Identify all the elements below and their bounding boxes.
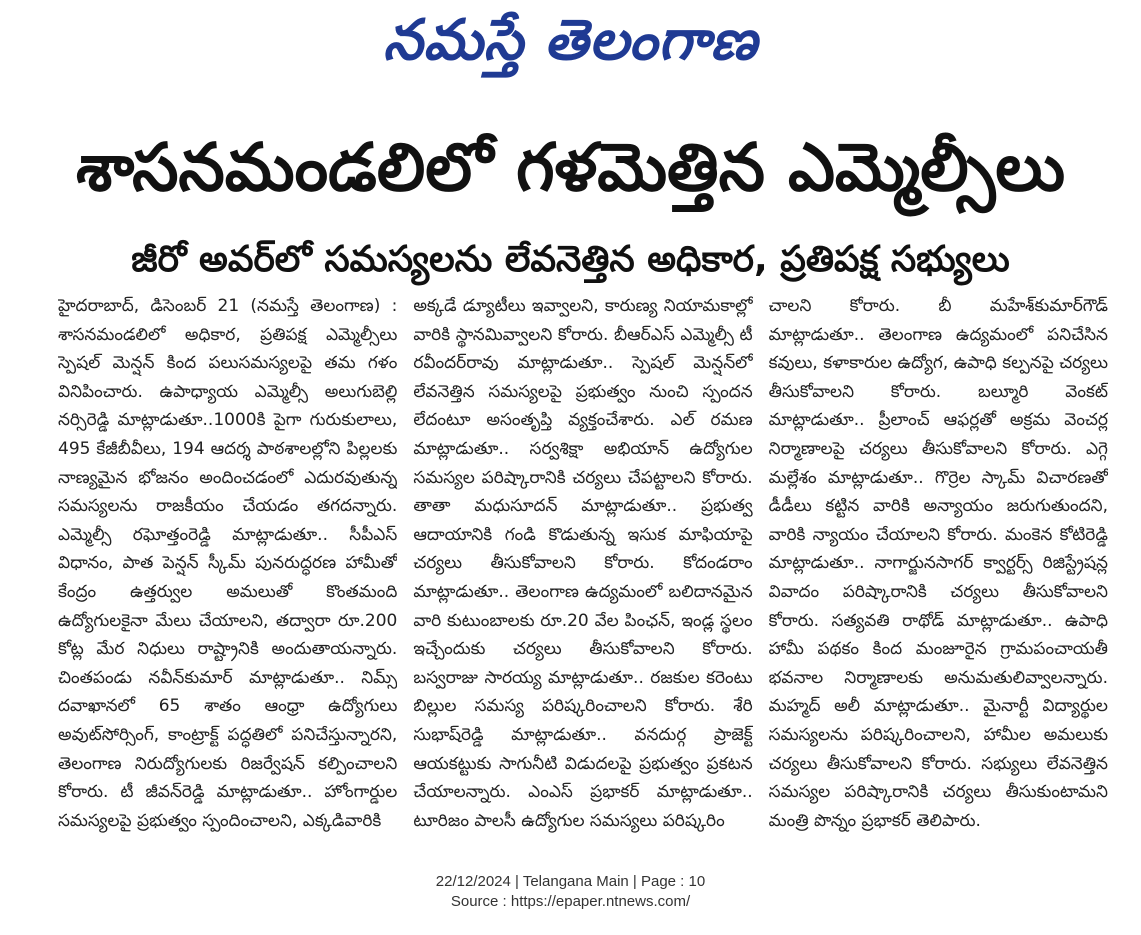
edition-line: 22/12/2024 | Telangana Main | Page : 10 bbox=[435, 873, 706, 890]
article-headline bbox=[0, 118, 1141, 228]
article-column-2 bbox=[413, 292, 752, 852]
page-footer bbox=[0, 872, 1141, 912]
subheadline-text: జీరో అవర్‌లో సమస్యలను లేవనెత్తిన అధికార, ప్రతిపక్ష సభ్యులు bbox=[131, 239, 1010, 280]
column-3-text: చాలని కోరారు. బీ మహేశ్‌కుమార్‌గౌడ్ మాట్లాడుతూ.. తెలంగాణ ఉద్యమంలో పనిచేసిన కవులు, కళాకారుల ఉద్యోగ, ఉపాధి కల్పనపై చర్యలు తీసుకోవాలని కోరారు. బల్మూరి వెంకట్ మాట్లాడుతూ.. ప్రీలాంచ్ ఆఫర్లతో అక్రమ వెంచర్ల నిర్మాణాలపై చర్యలు తీసుకోవాలని కోరారు. ఎగ్గె మల్లేశం మాట్లాడుతూ.. గొర్రెల స్కామ్ విచారణతో డీడీలు కట్టిన వారికి అన్యాయం జరుగుతుందని, వారికి న్యాయం చేయాలని కోరారు. మంకెన కోటిరెడ్డి మాట్లాడుతూ.. నాగార్జునసాగర్ క్వార్టర్స్ రిజిస్ట్రేషన్ల వివాదం పరిష్కారానికి చర్యలు తీసుకోవాలని కోరారు. సత్యవతి రాథోడ్ మాట్లాడుతూ.. ఉపాధి హామీ పథకం కింద మంజూరైన గ్రామపంచాయతీ భవనాల నిర్మాణాలకు అనుమతులివ్వాలన్నారు. మహ్మద్ అలీ మాట్లాడుతూ.. మైనార్టీ విద్యార్థుల సమస్యలను పరిష్కరించాలని, హామీల అమలుకు చర్యలు తీసుకోవాలని కోరారు. సభ్యులు లేవనెత్తిన సమస్యల పరిష్కారానికి చర్యలు తీసుకుంటామని మంత్రి పొన్నం ప్రభాకర్ తెలిపారు. bbox=[768, 296, 1108, 831]
column-1-text: హైదరాబాద్, డిసెంబర్ 21 (నమస్తే తెలంగాణ) : శాసనమండలిలో అధికార, ప్రతిపక్ష ఎమ్మెల్సీలు స్పెషల్ మెన్షన్ కింద పలుసమస్యలపై తమ గళం వినిపించారు. ఉపాధ్యాయ ఎమ్మెల్సీ అలుగుబెల్లి నర్సిరెడ్డి మాట్లాడుతూ..1000కి పైగా గురుకులాలు, 495 కేజీబీవీలు, 194 ఆదర్శ పాఠశాలల్లోని పిల్లలకు నాణ్యమైన భోజనం అందించడంలో ఎదురవుతున్న సమస్యలను రాజకీయం చేయడం తగదన్నారు. ఎమ్మెల్సీ రఘోత్తంరెడ్డి మాట్లాడుతూ.. సీపీఎస్ విధానం, పాత పెన్షన్ స్కీమ్ పునరుద్ధరణ హామీతో కేంద్రం ఉత్తర్వుల అమలుతో కొంతమంది ఉద్యోగులకైనా మేలు చేయాలని, తద్వారా రూ.200 కోట్ల మేర నిధులు రాష్ట్రానికి అందుతాయన్నారు. చింతపండు నవీన్‌కుమార్ మాట్లాడుతూ.. నిమ్స్ దవాఖానలో 65 శాతం ఆంధ్రా ఉద్యోగులు అవుట్‌సోర్సింగ్, కాంట్రాక్ట్ పద్ధతిలో పనిచేస్తున్నారని, తెలంగాణ నిరుద్యోగులకు రిజర్వేషన్ కల్పించాలని కోరారు. టీ జీవన్‌రెడ్డి మాట్లాడుతూ.. హోంగార్డుల సమస్యలపై ప్రభుత్వం స్పందించాలని, ఎక్కడివారికి bbox=[58, 296, 398, 831]
article-column-3 bbox=[769, 292, 1108, 852]
column-2-text: అక్కడే డ్యూటీలు ఇవ్వాలని, కారుణ్య నియామకాల్లో వారికి స్థానమివ్వాలని కోరారు. బీఆర్‌ఎస్ ఎమ్మెల్సీ టీ రవీందర్‌రావు మాట్లాడుతూ.. స్పెషల్ మెన్షన్‌లో లేవనెత్తిన సమస్యలపై ప్రభుత్వం నుంచి స్పందన లేదంటూ అసంతృప్తి వ్యక్తంచేశారు. ఎల్ రమణ మాట్లాడుతూ.. సర్వశిక్షా అభియాన్ ఉద్యోగుల సమస్యల పరిష్కారానికి చర్యలు చేపట్టాలని కోరారు. తాతా మధుసూదన్ మాట్లాడుతూ.. ప్రభుత్వ ఆదాయానికి గండి కొడుతున్న ఇసుక మాఫియాపై చర్యలు తీసుకోవాలని కోరారు. కోదండరాం మాట్లాడుతూ.. తెలంగాణ ఉద్యమంలో బలిదానమైన వారి కుటుంబాలకు రూ.20 వేల పింఛన్, ఇండ్ల స్థలం ఇచ్చేందుకు చర్యలు తీసుకోవాలని కోరారు. బస్వరాజు సారయ్య మాట్లాడుతూ.. రజకుల కరెంటు బిల్లుల సమస్య పరిష్కరించాలని కోరారు. శేరి సుభాష్‌రెడ్డి మాట్లాడుతూ.. వనదుర్గ ప్రాజెక్ట్ ఆయకట్టుకు సాగునీటి విడుదలపై ప్రభుత్వం ప్రకటన చేయాలన్నారు. ఎంఎస్ ప్రభాకర్ మాట్లాడుతూ.. టూరిజం పాలసీ ఉద్యోగుల సమస్యలు పరిష్కరిం bbox=[413, 296, 753, 831]
headline-text: శాసనమండలిలో గళమెత్తిన ఎమ్మెల్సీలు bbox=[75, 129, 1066, 206]
masthead-logo-text: నమస్తే తెలంగాణ bbox=[383, 8, 758, 73]
article-column-1 bbox=[58, 292, 397, 852]
article-subheadline bbox=[0, 232, 1141, 288]
masthead-logo bbox=[0, 4, 1141, 78]
source-line: Source : https://epaper.ntnews.com/ bbox=[450, 893, 691, 910]
article-body bbox=[58, 292, 1108, 852]
